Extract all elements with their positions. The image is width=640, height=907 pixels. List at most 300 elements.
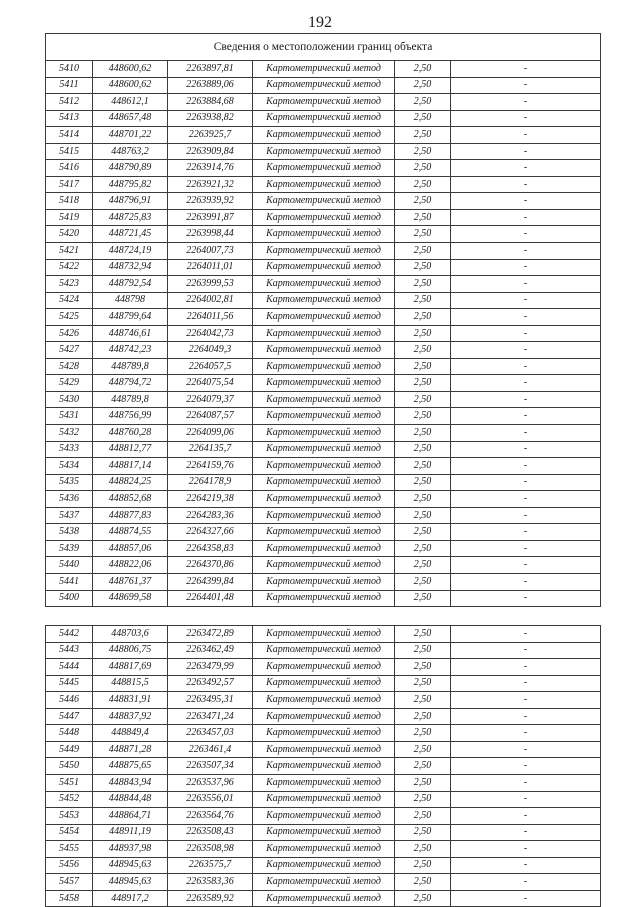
x-coordinate-cell: 448742,23	[93, 342, 168, 359]
description-cell: -	[451, 342, 601, 359]
y-coordinate-cell: 2264358,83	[168, 540, 253, 557]
table-row	[46, 176, 601, 193]
table-row	[46, 441, 601, 458]
y-coordinate-cell: 2263939,92	[168, 193, 253, 210]
method-cell: Картометрический метод	[253, 391, 395, 408]
y-coordinate-cell: 2264401,48	[168, 590, 253, 607]
x-coordinate-cell: 448937,98	[93, 841, 168, 858]
x-coordinate-cell: 448600,62	[93, 77, 168, 94]
x-coordinate-cell: 448815,5	[93, 675, 168, 692]
y-coordinate-cell: 2263889,06	[168, 77, 253, 94]
accuracy-cell: 2,50	[395, 890, 451, 907]
point-number-cell: 5451	[46, 774, 93, 791]
table-row	[46, 342, 601, 359]
point-number-cell: 5430	[46, 391, 93, 408]
method-cell: Картометрический метод	[253, 292, 395, 309]
method-cell: Картометрический метод	[253, 675, 395, 692]
table-row	[46, 791, 601, 808]
accuracy-cell: 2,50	[395, 642, 451, 659]
point-number-cell: 5428	[46, 358, 93, 375]
description-cell: -	[451, 391, 601, 408]
description-cell: -	[451, 193, 601, 210]
point-number-cell: 5447	[46, 708, 93, 725]
table-row	[46, 391, 601, 408]
y-coordinate-cell: 2264178,9	[168, 474, 253, 491]
table-row	[46, 692, 601, 709]
y-coordinate-cell: 2264135,7	[168, 441, 253, 458]
description-cell: -	[451, 507, 601, 524]
accuracy-cell: 2,50	[395, 791, 451, 808]
accuracy-cell: 2,50	[395, 590, 451, 607]
y-coordinate-cell: 2263462,49	[168, 642, 253, 659]
point-number-cell: 5432	[46, 425, 93, 442]
table-row	[46, 573, 601, 590]
point-number-cell: 5412	[46, 94, 93, 111]
point-number-cell: 5438	[46, 524, 93, 541]
method-cell: Картометрический метод	[253, 857, 395, 874]
y-coordinate-cell: 2264011,56	[168, 309, 253, 326]
point-number-cell: 5454	[46, 824, 93, 841]
description-cell: -	[451, 110, 601, 127]
description-cell: -	[451, 659, 601, 676]
y-coordinate-cell: 2263537,96	[168, 774, 253, 791]
table-row	[46, 127, 601, 144]
point-number-cell: 5424	[46, 292, 93, 309]
y-coordinate-cell: 2263472,89	[168, 626, 253, 643]
x-coordinate-cell: 448760,28	[93, 425, 168, 442]
table-row	[46, 808, 601, 825]
point-number-cell: 5416	[46, 160, 93, 177]
method-cell: Картометрический метод	[253, 193, 395, 210]
x-coordinate-cell: 448799,64	[93, 309, 168, 326]
accuracy-cell: 2,50	[395, 408, 451, 425]
table-row	[46, 458, 601, 475]
y-coordinate-cell: 2263492,57	[168, 675, 253, 692]
method-cell: Картометрический метод	[253, 642, 395, 659]
accuracy-cell: 2,50	[395, 309, 451, 326]
point-number-cell: 5439	[46, 540, 93, 557]
method-cell: Картометрический метод	[253, 176, 395, 193]
x-coordinate-cell: 448831,91	[93, 692, 168, 709]
table-caption: Сведения о местоположении границ объекта	[46, 34, 601, 61]
y-coordinate-cell: 2263938,82	[168, 110, 253, 127]
description-cell: -	[451, 590, 601, 607]
point-number-cell: 5422	[46, 259, 93, 276]
table-row	[46, 143, 601, 160]
accuracy-cell: 2,50	[395, 758, 451, 775]
y-coordinate-cell: 2263909,84	[168, 143, 253, 160]
method-cell: Картометрический метод	[253, 540, 395, 557]
y-coordinate-cell: 2263991,87	[168, 209, 253, 226]
accuracy-cell: 2,50	[395, 491, 451, 508]
y-coordinate-cell: 2263508,98	[168, 841, 253, 858]
block-separator-row	[46, 607, 601, 626]
table-row	[46, 857, 601, 874]
description-cell: -	[451, 358, 601, 375]
point-number-cell: 5417	[46, 176, 93, 193]
y-coordinate-cell: 2264370,86	[168, 557, 253, 574]
table-row	[46, 557, 601, 574]
x-coordinate-cell: 448844,48	[93, 791, 168, 808]
y-coordinate-cell: 2263921,32	[168, 176, 253, 193]
description-cell: -	[451, 127, 601, 144]
method-cell: Картометрический метод	[253, 458, 395, 475]
description-cell: -	[451, 540, 601, 557]
method-cell: Картометрический метод	[253, 557, 395, 574]
accuracy-cell: 2,50	[395, 276, 451, 293]
description-cell: -	[451, 474, 601, 491]
description-cell: -	[451, 325, 601, 342]
accuracy-cell: 2,50	[395, 675, 451, 692]
method-cell: Картометрический метод	[253, 94, 395, 111]
accuracy-cell: 2,50	[395, 524, 451, 541]
method-cell: Картометрический метод	[253, 127, 395, 144]
accuracy-cell: 2,50	[395, 474, 451, 491]
method-cell: Картометрический метод	[253, 110, 395, 127]
x-coordinate-cell: 448703,6	[93, 626, 168, 643]
point-number-cell: 5415	[46, 143, 93, 160]
description-cell: -	[451, 791, 601, 808]
description-cell: -	[451, 425, 601, 442]
x-coordinate-cell: 448796,91	[93, 193, 168, 210]
description-cell: -	[451, 441, 601, 458]
x-coordinate-cell: 448756,99	[93, 408, 168, 425]
y-coordinate-cell: 2264075,54	[168, 375, 253, 392]
table-row	[46, 375, 601, 392]
method-cell: Картометрический метод	[253, 143, 395, 160]
y-coordinate-cell: 2263507,34	[168, 758, 253, 775]
accuracy-cell: 2,50	[395, 209, 451, 226]
x-coordinate-cell: 448790,89	[93, 160, 168, 177]
method-cell: Картометрический метод	[253, 758, 395, 775]
accuracy-cell: 2,50	[395, 226, 451, 243]
method-cell: Картометрический метод	[253, 325, 395, 342]
coordinates-table	[45, 33, 601, 907]
point-number-cell: 5434	[46, 458, 93, 475]
table-row	[46, 725, 601, 742]
method-cell: Картометрический метод	[253, 774, 395, 791]
x-coordinate-cell: 448864,71	[93, 808, 168, 825]
method-cell: Картометрический метод	[253, 358, 395, 375]
point-number-cell: 5441	[46, 573, 93, 590]
y-coordinate-cell: 2263495,31	[168, 692, 253, 709]
accuracy-cell: 2,50	[395, 292, 451, 309]
table-row	[46, 874, 601, 891]
x-coordinate-cell: 448837,92	[93, 708, 168, 725]
point-number-cell: 5437	[46, 507, 93, 524]
point-number-cell: 5420	[46, 226, 93, 243]
table-row	[46, 325, 601, 342]
accuracy-cell: 2,50	[395, 391, 451, 408]
accuracy-cell: 2,50	[395, 774, 451, 791]
method-cell: Картометрический метод	[253, 259, 395, 276]
accuracy-cell: 2,50	[395, 160, 451, 177]
table-row	[46, 276, 601, 293]
x-coordinate-cell: 448852,68	[93, 491, 168, 508]
method-cell: Картометрический метод	[253, 77, 395, 94]
x-coordinate-cell: 448857,06	[93, 540, 168, 557]
accuracy-cell: 2,50	[395, 573, 451, 590]
accuracy-cell: 2,50	[395, 77, 451, 94]
point-number-cell: 5442	[46, 626, 93, 643]
table-row	[46, 758, 601, 775]
point-number-cell: 5429	[46, 375, 93, 392]
point-number-cell: 5436	[46, 491, 93, 508]
point-number-cell: 5427	[46, 342, 93, 359]
x-coordinate-cell: 448701,22	[93, 127, 168, 144]
method-cell: Картометрический метод	[253, 61, 395, 78]
x-coordinate-cell: 448795,82	[93, 176, 168, 193]
y-coordinate-cell: 2263471,24	[168, 708, 253, 725]
y-coordinate-cell: 2263479,99	[168, 659, 253, 676]
table-row	[46, 675, 601, 692]
x-coordinate-cell: 448600,62	[93, 61, 168, 78]
method-cell: Картометрический метод	[253, 708, 395, 725]
accuracy-cell: 2,50	[395, 243, 451, 260]
point-number-cell: 5452	[46, 791, 93, 808]
table-row	[46, 259, 601, 276]
y-coordinate-cell: 2263998,44	[168, 226, 253, 243]
point-number-cell: 5456	[46, 857, 93, 874]
description-cell: -	[451, 94, 601, 111]
table-row	[46, 292, 601, 309]
accuracy-cell: 2,50	[395, 659, 451, 676]
x-coordinate-cell: 448824,25	[93, 474, 168, 491]
accuracy-cell: 2,50	[395, 358, 451, 375]
method-cell: Картометрический метод	[253, 741, 395, 758]
point-number-cell: 5433	[46, 441, 93, 458]
y-coordinate-cell: 2263925,7	[168, 127, 253, 144]
x-coordinate-cell: 448725,83	[93, 209, 168, 226]
y-coordinate-cell: 2264399,84	[168, 573, 253, 590]
y-coordinate-cell: 2263457,03	[168, 725, 253, 742]
method-cell: Картометрический метод	[253, 375, 395, 392]
x-coordinate-cell: 448732,94	[93, 259, 168, 276]
y-coordinate-cell: 2263999,53	[168, 276, 253, 293]
method-cell: Картометрический метод	[253, 626, 395, 643]
description-cell: -	[451, 243, 601, 260]
page-number: 192	[308, 14, 332, 31]
method-cell: Картометрический метод	[253, 209, 395, 226]
accuracy-cell: 2,50	[395, 841, 451, 858]
x-coordinate-cell: 448812,77	[93, 441, 168, 458]
table-row	[46, 590, 601, 607]
point-number-cell: 5444	[46, 659, 93, 676]
method-cell: Картометрический метод	[253, 160, 395, 177]
accuracy-cell: 2,50	[395, 708, 451, 725]
accuracy-cell: 2,50	[395, 143, 451, 160]
description-cell: -	[451, 758, 601, 775]
description-cell: -	[451, 626, 601, 643]
accuracy-cell: 2,50	[395, 375, 451, 392]
description-cell: -	[451, 491, 601, 508]
table-row	[46, 160, 601, 177]
block-separator-cell	[46, 607, 601, 626]
point-number-cell: 5418	[46, 193, 93, 210]
description-cell: -	[451, 160, 601, 177]
x-coordinate-cell: 448761,37	[93, 573, 168, 590]
point-number-cell: 5414	[46, 127, 93, 144]
description-cell: -	[451, 708, 601, 725]
method-cell: Картометрический метод	[253, 243, 395, 260]
y-coordinate-cell: 2263461,4	[168, 741, 253, 758]
y-coordinate-cell: 2264087,57	[168, 408, 253, 425]
method-cell: Картометрический метод	[253, 342, 395, 359]
description-cell: -	[451, 375, 601, 392]
accuracy-cell: 2,50	[395, 808, 451, 825]
accuracy-cell: 2,50	[395, 458, 451, 475]
point-number-cell: 5455	[46, 841, 93, 858]
point-number-cell: 5448	[46, 725, 93, 742]
description-cell: -	[451, 890, 601, 907]
point-number-cell: 5425	[46, 309, 93, 326]
table-row	[46, 425, 601, 442]
x-coordinate-cell: 448794,72	[93, 375, 168, 392]
accuracy-cell: 2,50	[395, 193, 451, 210]
y-coordinate-cell: 2263575,7	[168, 857, 253, 874]
point-number-cell: 5457	[46, 874, 93, 891]
accuracy-cell: 2,50	[395, 874, 451, 891]
method-cell: Картометрический метод	[253, 408, 395, 425]
caption-row	[46, 34, 601, 61]
x-coordinate-cell: 448875,65	[93, 758, 168, 775]
table-row	[46, 209, 601, 226]
method-cell: Картометрический метод	[253, 791, 395, 808]
description-cell: -	[451, 77, 601, 94]
point-number-cell: 5440	[46, 557, 93, 574]
accuracy-cell: 2,50	[395, 342, 451, 359]
description-cell: -	[451, 408, 601, 425]
method-cell: Картометрический метод	[253, 808, 395, 825]
description-cell: -	[451, 143, 601, 160]
table-row	[46, 507, 601, 524]
accuracy-cell: 2,50	[395, 857, 451, 874]
y-coordinate-cell: 2263508,43	[168, 824, 253, 841]
accuracy-cell: 2,50	[395, 176, 451, 193]
table-row	[46, 474, 601, 491]
table-row	[46, 540, 601, 557]
x-coordinate-cell: 448724,19	[93, 243, 168, 260]
x-coordinate-cell: 448945,63	[93, 874, 168, 891]
description-cell: -	[451, 741, 601, 758]
y-coordinate-cell: 2264002,81	[168, 292, 253, 309]
accuracy-cell: 2,50	[395, 626, 451, 643]
table-row	[46, 708, 601, 725]
point-number-cell: 5449	[46, 741, 93, 758]
method-cell: Картометрический метод	[253, 491, 395, 508]
x-coordinate-cell: 448843,94	[93, 774, 168, 791]
x-coordinate-cell: 448657,48	[93, 110, 168, 127]
point-number-cell: 5413	[46, 110, 93, 127]
table-row	[46, 524, 601, 541]
point-number-cell: 5411	[46, 77, 93, 94]
y-coordinate-cell: 2264079,37	[168, 391, 253, 408]
y-coordinate-cell: 2263897,81	[168, 61, 253, 78]
x-coordinate-cell: 448792,54	[93, 276, 168, 293]
table-row	[46, 659, 601, 676]
table-row	[46, 94, 601, 111]
x-coordinate-cell: 448806,75	[93, 642, 168, 659]
table-row	[46, 77, 601, 94]
point-number-cell: 5446	[46, 692, 93, 709]
table-row	[46, 408, 601, 425]
method-cell: Картометрический метод	[253, 725, 395, 742]
table-row	[46, 226, 601, 243]
y-coordinate-cell: 2264099,06	[168, 425, 253, 442]
accuracy-cell: 2,50	[395, 692, 451, 709]
y-coordinate-cell: 2264327,66	[168, 524, 253, 541]
table-row	[46, 110, 601, 127]
description-cell: -	[451, 61, 601, 78]
y-coordinate-cell: 2264159,76	[168, 458, 253, 475]
method-cell: Картометрический метод	[253, 824, 395, 841]
accuracy-cell: 2,50	[395, 94, 451, 111]
point-number-cell: 5453	[46, 808, 93, 825]
description-cell: -	[451, 557, 601, 574]
x-coordinate-cell: 448798	[93, 292, 168, 309]
table-row	[46, 841, 601, 858]
method-cell: Картометрический метод	[253, 590, 395, 607]
accuracy-cell: 2,50	[395, 725, 451, 742]
accuracy-cell: 2,50	[395, 507, 451, 524]
point-number-cell: 5410	[46, 61, 93, 78]
accuracy-cell: 2,50	[395, 110, 451, 127]
accuracy-cell: 2,50	[395, 61, 451, 78]
accuracy-cell: 2,50	[395, 540, 451, 557]
description-cell: -	[451, 774, 601, 791]
x-coordinate-cell: 448911,19	[93, 824, 168, 841]
table-body	[46, 34, 601, 907]
y-coordinate-cell: 2264057,5	[168, 358, 253, 375]
description-cell: -	[451, 226, 601, 243]
point-number-cell: 5431	[46, 408, 93, 425]
description-cell: -	[451, 808, 601, 825]
y-coordinate-cell: 2264007,73	[168, 243, 253, 260]
description-cell: -	[451, 276, 601, 293]
point-number-cell: 5445	[46, 675, 93, 692]
point-number-cell: 5421	[46, 243, 93, 260]
table-row	[46, 193, 601, 210]
y-coordinate-cell: 2263884,68	[168, 94, 253, 111]
x-coordinate-cell: 448817,14	[93, 458, 168, 475]
accuracy-cell: 2,50	[395, 325, 451, 342]
x-coordinate-cell: 448699,58	[93, 590, 168, 607]
accuracy-cell: 2,50	[395, 127, 451, 144]
x-coordinate-cell: 448817,69	[93, 659, 168, 676]
y-coordinate-cell: 2264283,36	[168, 507, 253, 524]
description-cell: -	[451, 458, 601, 475]
accuracy-cell: 2,50	[395, 259, 451, 276]
x-coordinate-cell: 448877,83	[93, 507, 168, 524]
y-coordinate-cell: 2263556,01	[168, 791, 253, 808]
x-coordinate-cell: 448721,45	[93, 226, 168, 243]
point-number-cell: 5426	[46, 325, 93, 342]
method-cell: Картометрический метод	[253, 425, 395, 442]
table-row	[46, 491, 601, 508]
description-cell: -	[451, 259, 601, 276]
table-row	[46, 642, 601, 659]
y-coordinate-cell: 2263564,76	[168, 808, 253, 825]
method-cell: Картометрический метод	[253, 692, 395, 709]
x-coordinate-cell: 448917,2	[93, 890, 168, 907]
y-coordinate-cell: 2264011,01	[168, 259, 253, 276]
y-coordinate-cell: 2264049,3	[168, 342, 253, 359]
method-cell: Картометрический метод	[253, 524, 395, 541]
description-cell: -	[451, 642, 601, 659]
description-cell: -	[451, 524, 601, 541]
method-cell: Картометрический метод	[253, 890, 395, 907]
description-cell: -	[451, 209, 601, 226]
